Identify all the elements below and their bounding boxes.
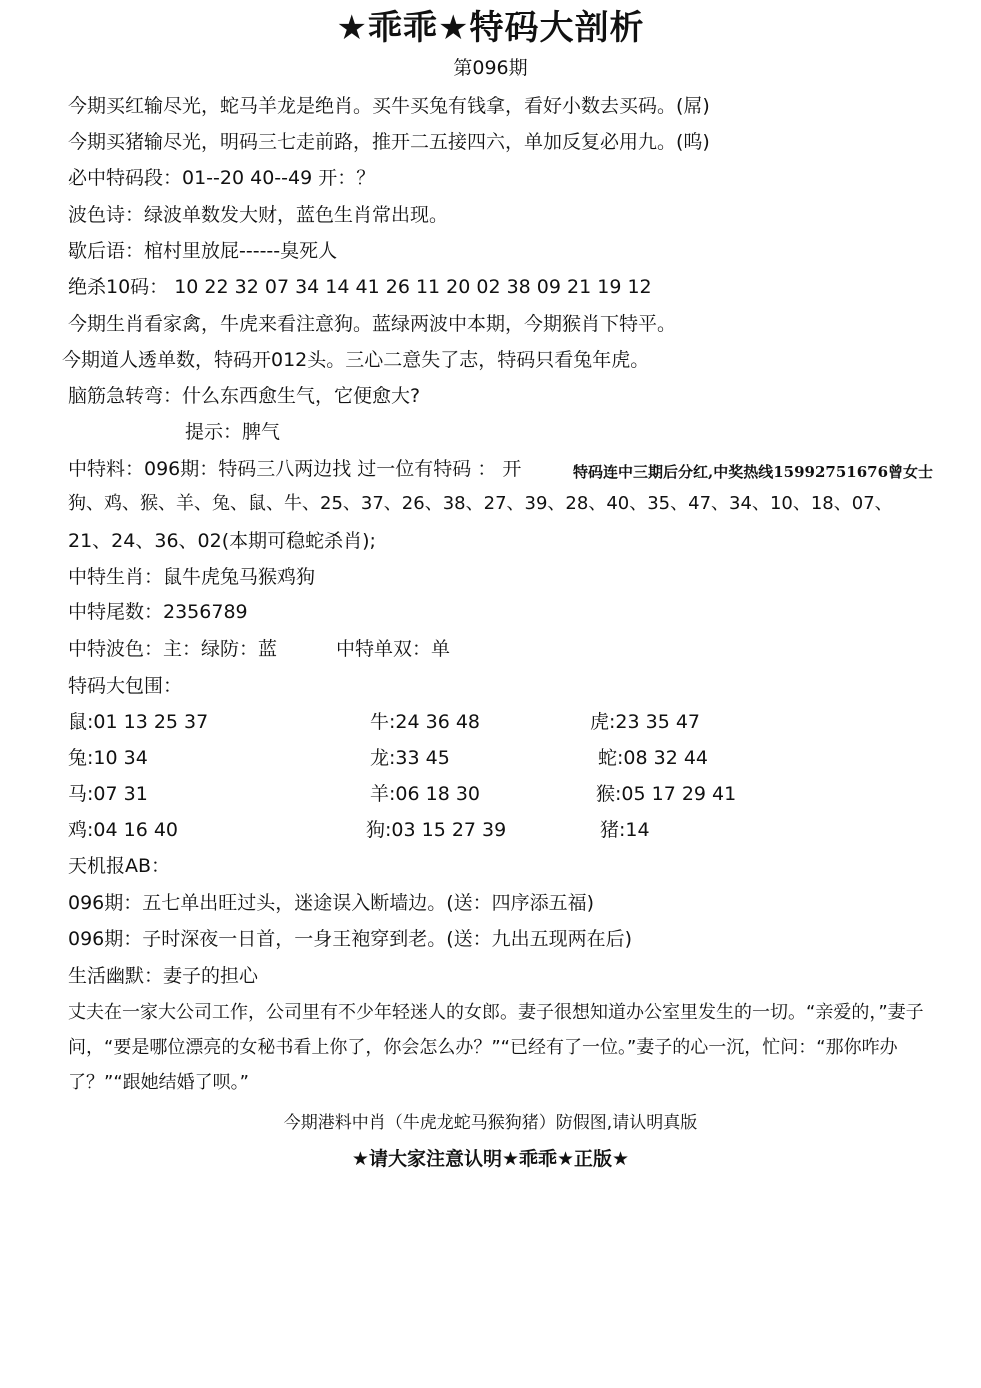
taoist-hint: 今期道人透单数，特码开012头。三心二意失了志，特码只看兔年虎。 <box>62 349 650 371</box>
zodiac-hint: 今期生肖看家禽，牛虎来看注意狗。蓝绿两波中本期，今期猴肖下特平。 <box>68 313 677 335</box>
zodiac-snake: 蛇:08 32 44 <box>598 747 709 769</box>
zodiac-rooster: 鸡:04 16 40 <box>68 819 179 841</box>
zodiac-ox: 牛:24 36 48 <box>370 711 481 733</box>
kill-ten-numbers: 绝杀10码： 10 22 32 07 34 14 41 26 11 20 02 38 09 21 19 12 <box>68 276 652 298</box>
humor-story: 丈夫在一家大公司工作，公司里有不少年轻迷人的女郎。妻子很想知道办公室里发生的一切。“亲爱的，”妻子问，“要是哪位漂亮的女秘书看上你了，你会怎么办？”“已经有了一位。”妻子的心一沉，忙问：“那你咋办了？”“跟她结婚了呗。” <box>68 1002 924 1093</box>
zodiac-rabbit: 兔:10 34 <box>68 747 148 769</box>
special-color: 中特波色：主：绿防：蓝 <box>68 638 278 660</box>
zodiac-goat: 羊:06 18 30 <box>370 783 481 805</box>
issue-number: 第096期 <box>453 57 528 79</box>
zodiac-horse: 马:07 31 <box>68 783 148 805</box>
special-tails: 中特尾数：2356789 <box>68 601 248 623</box>
zodiac-dog: 狗:03 15 27 39 <box>366 819 507 841</box>
zodiac-monkey: 猴:05 17 29 41 <box>596 783 737 805</box>
footer-note: 今期港料中肖（牛虎龙蛇马猴狗猪）防假图,请认明真版 <box>283 1113 698 1133</box>
zodiac-rat: 鼠:01 13 25 37 <box>68 711 209 733</box>
special-range: 必中特码段：01--20 40--49 开：？ <box>68 167 376 189</box>
special-list-2: 21、24、36、02(本期可稳蛇杀肖); <box>68 530 376 552</box>
page-title: ★乖乖★特码大剖析 <box>336 8 645 48</box>
xiehouyu: 歇后语：棺村里放屁------臭死人 <box>68 240 338 262</box>
tianji-b: 096期：子时深夜一日首，一身王袍穿到老。(送：九出五现两在后) <box>68 928 633 950</box>
zodiac-tiger: 虎:23 35 47 <box>590 711 701 733</box>
footer-brand: ★请大家注意认明★乖乖★正版★ <box>351 1148 630 1170</box>
hotline-note: 特码连中三期后分红,中奖热线15992751676曾女士 <box>573 463 934 481</box>
special-odd-even: 中特单双：单 <box>336 638 451 660</box>
verse-line-1: 今期买红输尽光，蛇马羊龙是绝肖。买牛买兔有钱拿，看好小数去买码。(屌) <box>68 95 710 117</box>
special-zodiacs: 中特生肖：鼠牛虎兔马猴鸡狗 <box>68 566 316 588</box>
tianji-label: 天机报AB： <box>68 855 171 877</box>
tianji-a: 096期：五七单出旺过头，迷途误入断墙边。(送：四序添五福) <box>68 892 595 914</box>
special-cover-label: 特码大包围： <box>68 675 183 697</box>
riddle: 脑筋急转弯：什么东西愈生气，它便愈大? <box>68 385 421 407</box>
riddle-hint: 提示：脾气 <box>185 421 281 443</box>
zodiac-pig: 猪:14 <box>600 819 650 841</box>
special-list-1: 狗、鸡、猴、羊、兔、鼠、牛、25、37、26、38、27、39、28、40、35、47、34、10、18、07、 <box>68 493 893 514</box>
zodiac-dragon: 龙:33 45 <box>370 747 450 769</box>
humor-title: 生活幽默：妻子的担心 <box>68 965 259 987</box>
special-material: 中特料：096期：特码三八两边找 过一位有特码 ： 开 <box>68 458 522 480</box>
color-poem: 波色诗：绿波单数发大财，蓝色生肖常出现。 <box>68 204 449 226</box>
verse-line-2: 今期买猪输尽光，明码三七走前路，推开二五接四六，单加反复必用九。(呜) <box>68 131 710 153</box>
